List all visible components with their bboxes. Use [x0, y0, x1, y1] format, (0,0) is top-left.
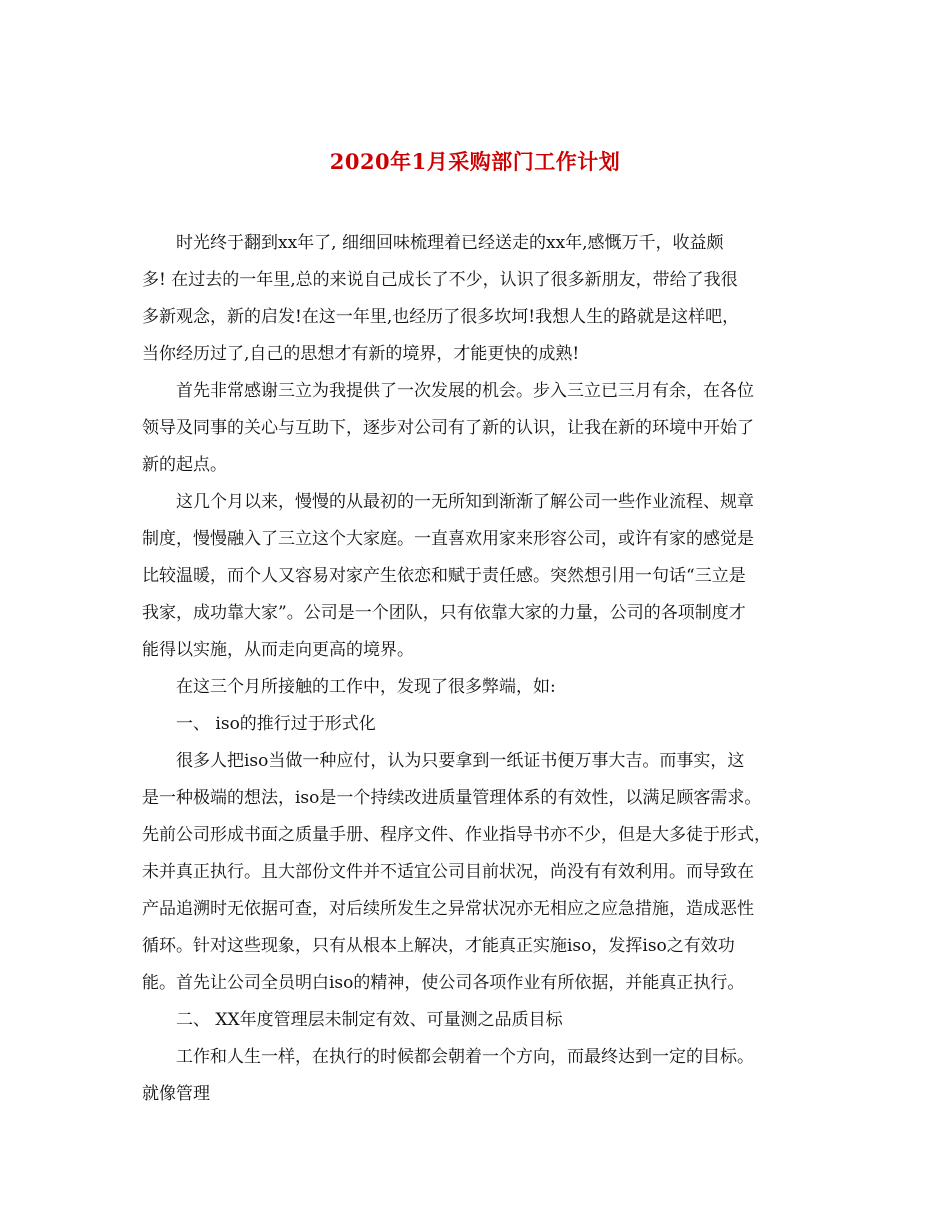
text-line: 当你经历过了,自己的思想才有新的境界，才能更快的成熟! — [142, 344, 580, 364]
text-line: 领导及同事的关心与互助下，逐步对公司有了新的认识，让我在新的环境中开始了 — [142, 418, 754, 438]
section-heading: 二、 XX年度管理层未制定有效、可量测之品质目标 — [176, 1010, 563, 1030]
text-line: 能得以实施，从而走向更高的境界。 — [142, 640, 414, 660]
text-line: 能。首先让公司全员明白iso的精神，使公司各项作业有所依据，并能真正执行。 — [142, 973, 745, 993]
text-line: 多! 在过去的一年里,总的来说自己成长了不少，认识了很多新朋友，带给了我很 — [142, 270, 738, 290]
text-line: 先前公司形成书面之质量手册、程序文件、作业指导书亦不少，但是大多徒于形式， — [142, 825, 771, 845]
text-line: 多新观念，新的启发!在这一年里,也经历了很多坎坷!我想人生的路就是这样吧， — [142, 307, 740, 327]
text-line: 工作和人生一样，在执行的时候都会朝着一个方向，而最终达到一定的目标。 — [176, 1047, 754, 1067]
text-line: 新的起点。 — [142, 455, 227, 475]
text-line: 在这三个月所接触的工作中，发现了很多弊端，如: — [176, 677, 556, 697]
text-line: 产品追溯时无依据可查，对后续所发生之异常状况亦无相应之应急措施，造成恶性 — [142, 899, 754, 919]
text-line: 比较温暖，而个人又容易对家产生依恋和赋于责任感。突然想引用一句话“三立是 — [142, 566, 746, 586]
text-line: 我家，成功靠大家”。公司是一个团队，只有依靠大家的力量，公司的各项制度才 — [142, 603, 746, 623]
text-line: 时光终于翻到xx年了, 细细回味梳理着已经送走的xx年,感慨万千，收益颇 — [176, 233, 724, 253]
section-heading: 一、 iso的推行过于形式化 — [176, 714, 376, 734]
text-line: 制度，慢慢融入了三立这个大家庭。一直喜欢用家来形容公司，或许有家的感觉是 — [142, 529, 754, 549]
text-line: 是一种极端的想法，iso是一个持续改进质量管理体系的有效性，以满足顾客需求。 — [142, 788, 762, 808]
text-line: 未并真正执行。且大部份文件并不适宜公司目前状况，尚没有有效利用。而导致在 — [142, 862, 754, 882]
text-line: 首先非常感谢三立为我提供了一次发展的机会。步入三立已三月有余，在各位 — [176, 381, 754, 401]
text-line: 很多人把iso当做一种应付，认为只要拿到一纸证书便万事大吉。而事实，这 — [176, 751, 745, 771]
text-line: 这几个月以来，慢慢的从最初的一无所知到渐渐了解公司一些作业流程、规章 — [176, 492, 754, 512]
document-title: 2020年1月采购部门工作计划 — [329, 149, 621, 174]
text-line: 就像管理 — [142, 1084, 210, 1104]
text-line: 循环。针对这些现象，只有从根本上解决，才能真正实施iso，发挥iso之有效功 — [142, 936, 735, 956]
